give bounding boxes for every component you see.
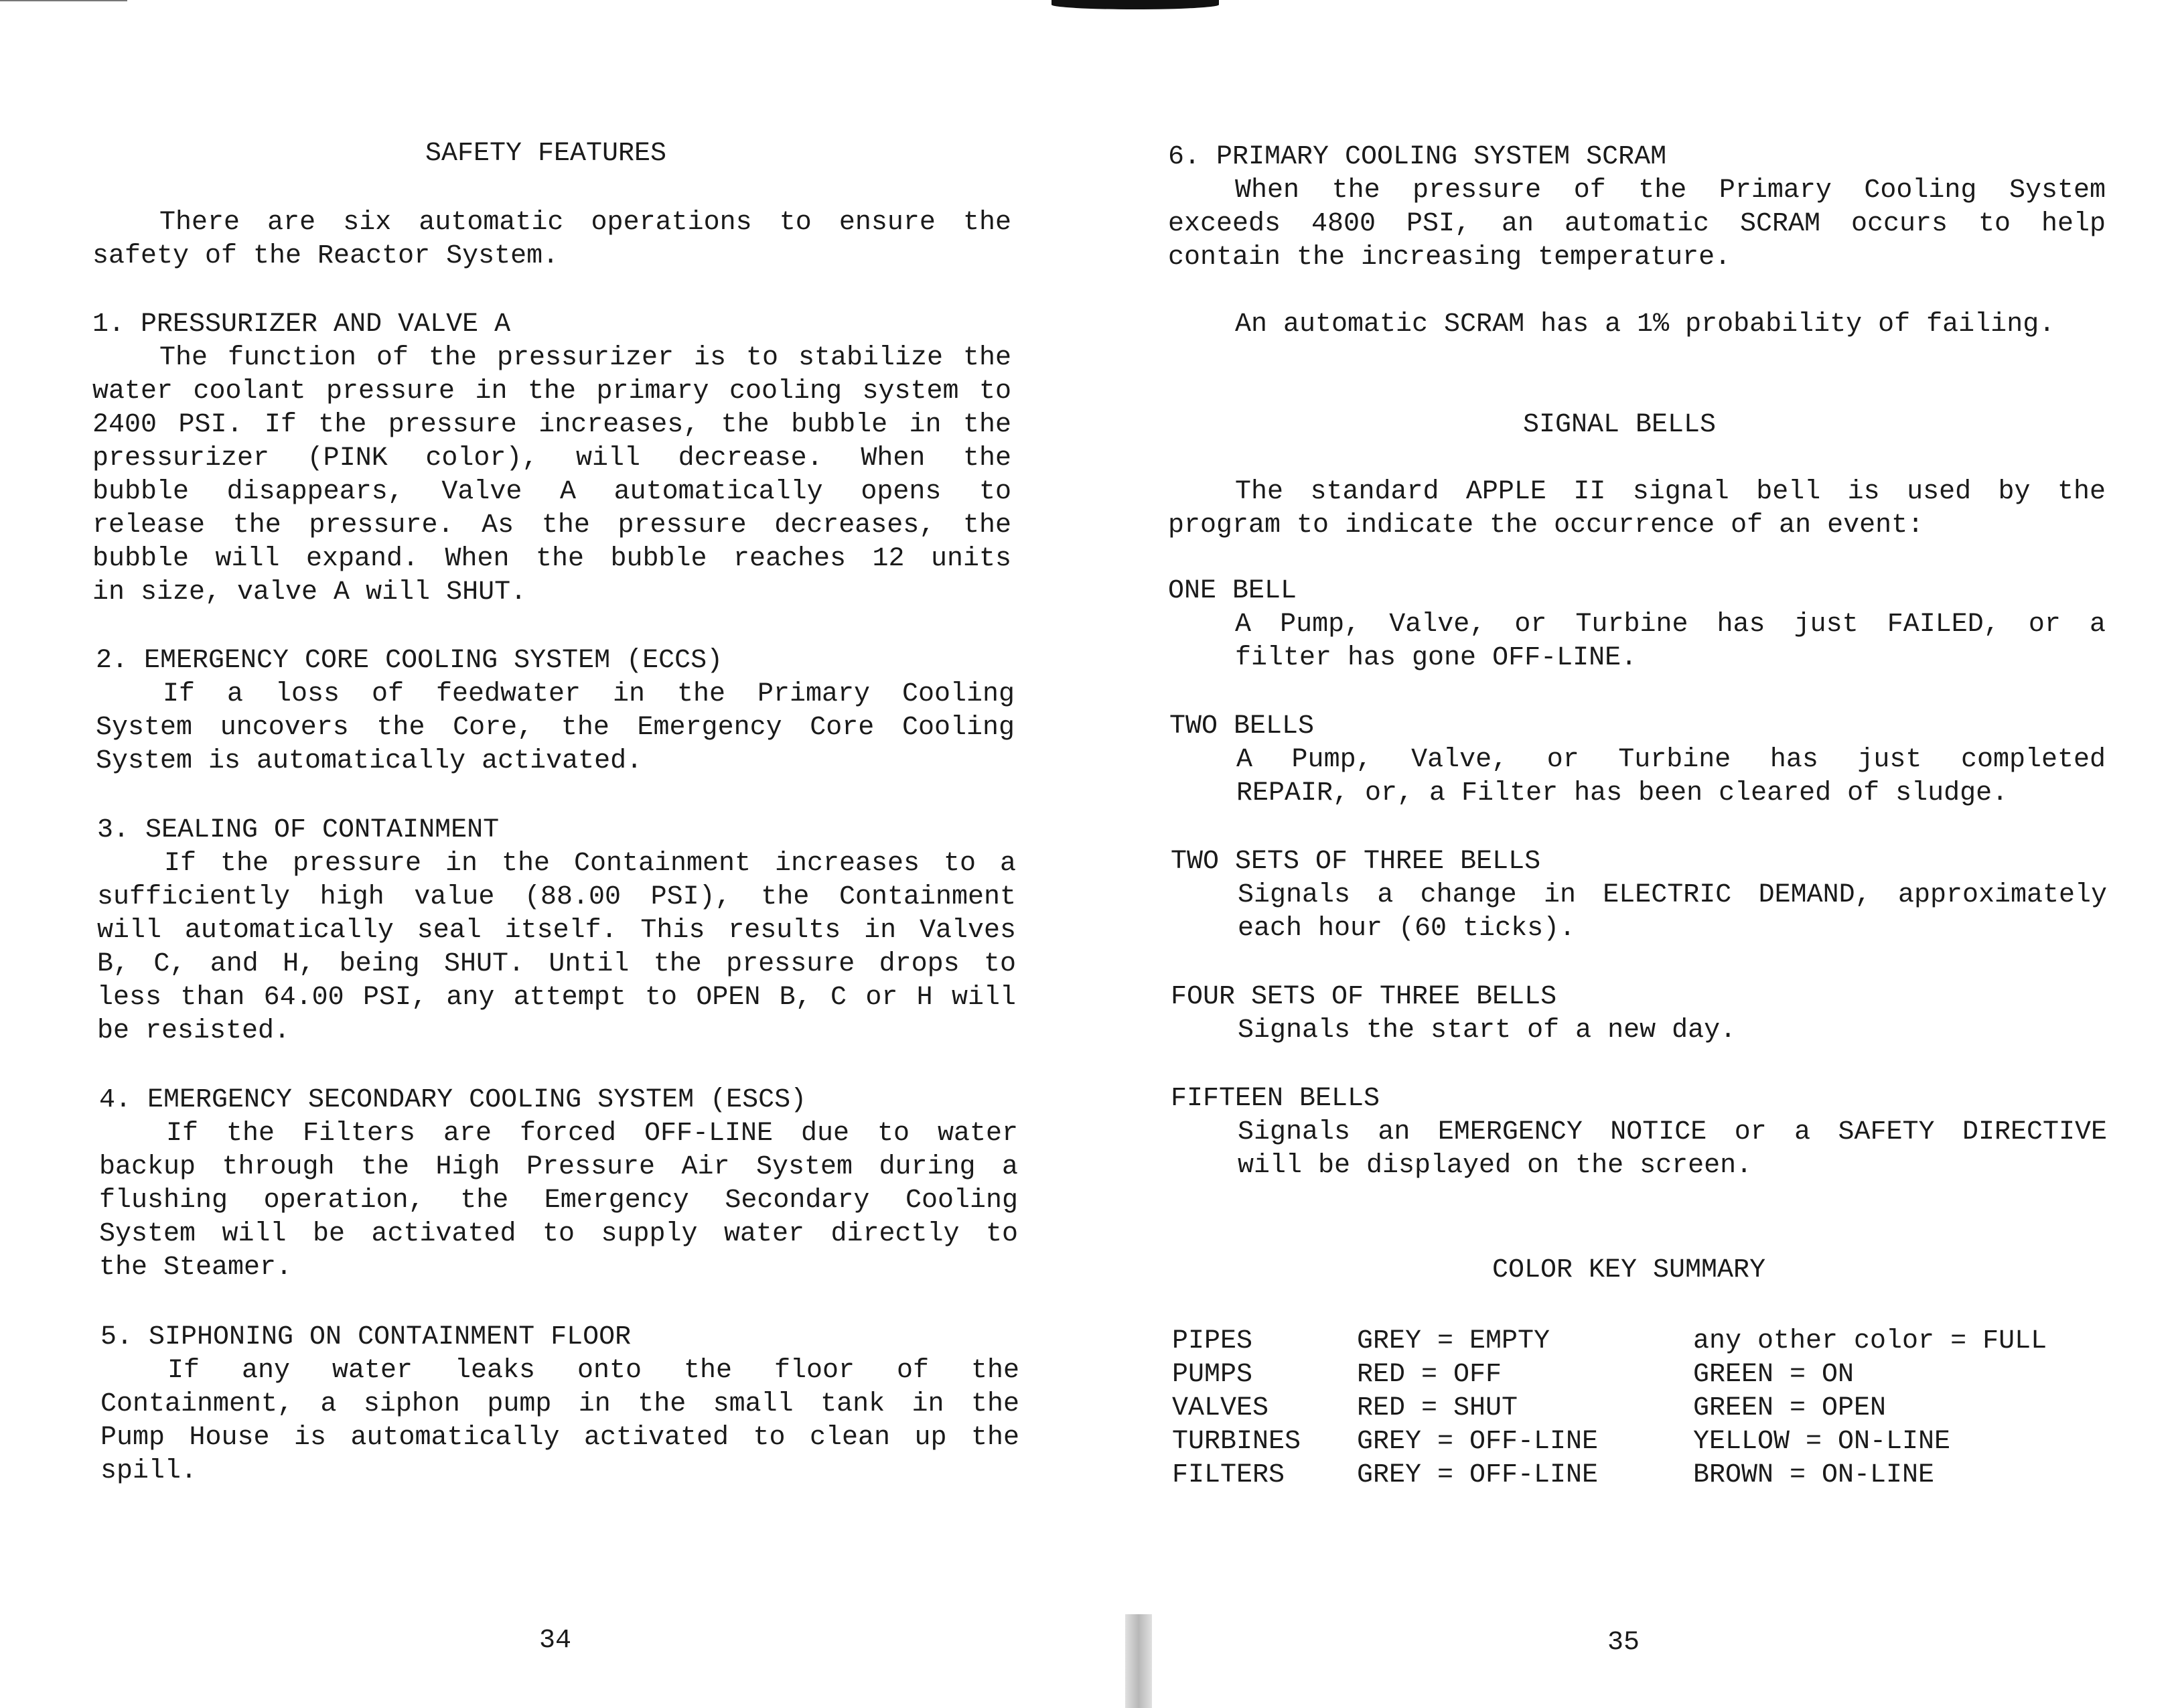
section-line: 2400 PSI. If the pressure increases, the bubble in the — [92, 410, 1011, 440]
section-line: bubble disappears, Valve A automatically opens to — [92, 477, 1011, 507]
page-number: 34 — [539, 1626, 572, 1656]
bells-intro-line: program to indicate the occurrence of an event: — [1168, 510, 1924, 541]
section-line: B, C, and H, being SHUT. Until the pressure drops to — [97, 949, 1016, 979]
section-heading: 4. EMERGENCY SECONDARY COOLING SYSTEM (ESCS) — [99, 1085, 807, 1115]
section-line: exceeds 4800 PSI, an automatic SCRAM occurs to help — [1168, 209, 2106, 239]
section-heading: 6. PRIMARY COOLING SYSTEM SCRAM — [1168, 142, 1667, 172]
section-heading: 5. SIPHONING ON CONTAINMENT FLOOR — [100, 1322, 632, 1352]
color-key-state: GREY = OFF-LINE — [1357, 1427, 1599, 1457]
section-line: pressurizer (PINK color), will decrease. When the — [92, 443, 1011, 474]
section-line: water coolant pressure in the primary cooling system to — [92, 376, 1011, 407]
page-title: SAFETY FEATURES — [425, 139, 667, 169]
section-line: flushing operation, the Emergency Secondary Cooling — [99, 1186, 1018, 1216]
section-line: will automatically seal itself. This results in Valves — [97, 916, 1016, 946]
color-key-state: BROWN = ON-LINE — [1693, 1460, 1935, 1490]
section-line: The function of the pressurizer is to stabilize the — [159, 343, 1011, 373]
bell-label: FOUR SETS OF THREE BELLS — [1171, 982, 1557, 1012]
section-line: If any water leaks onto the floor of the — [167, 1356, 1019, 1386]
section-line: bubble will expand. When the bubble reaches 12 units — [92, 544, 1011, 574]
bell-label: FIFTEEN BELLS — [1171, 1084, 1380, 1114]
section-heading: 3. SEALING OF CONTAINMENT — [97, 815, 500, 845]
color-key-state: GREEN = ON — [1693, 1360, 1855, 1390]
section-heading: 2. EMERGENCY CORE COOLING SYSTEM (ECCS) — [96, 646, 723, 676]
color-key-item: FILTERS — [1172, 1460, 1285, 1490]
color-key-state: any other color = FULL — [1693, 1326, 2047, 1356]
intro-line: There are six automatic operations to ensure the — [159, 208, 1011, 238]
section-line: If the pressure in the Containment increases to a — [164, 849, 1016, 879]
bell-line: A Pump, Valve, or Turbine has just FAILED, or a — [1235, 610, 2106, 640]
section-line: If the Filters are forced OFF-LINE due to water — [166, 1119, 1018, 1149]
bell-line: Signals an EMERGENCY NOTICE or a SAFETY DIRECTIVE — [1238, 1117, 2107, 1147]
section-line: release the pressure. As the pressure decreases, the — [92, 510, 1011, 541]
section-line: be resisted. — [97, 1016, 291, 1046]
bell-label: TWO BELLS — [1169, 711, 1315, 741]
color-key-state: GREY = OFF-LINE — [1357, 1460, 1599, 1490]
section-line: Pump House is automatically activated to clean up the — [100, 1423, 1019, 1453]
color-key-title: COLOR KEY SUMMARY — [1492, 1255, 1766, 1285]
bell-line: Signals the start of a new day. — [1238, 1015, 1737, 1046]
bell-line: filter has gone OFF-LINE. — [1235, 643, 1638, 673]
scram-note: An automatic SCRAM has a 1% probability of failing. — [1235, 309, 2055, 340]
page-number: 35 — [1607, 1628, 1640, 1658]
section-line: the Steamer. — [99, 1253, 293, 1283]
section-line: sufficiently high value (88.00 PSI), the Containment — [97, 882, 1016, 912]
bell-label: TWO SETS OF THREE BELLS — [1171, 847, 1541, 877]
section-line: spill. — [100, 1456, 198, 1486]
color-key-state: YELLOW = ON-LINE — [1693, 1427, 1951, 1457]
right-page — [1088, 0, 2176, 1708]
bell-line: A Pump, Valve, or Turbine has just completed — [1236, 745, 2106, 775]
section-line: less than 64.00 PSI, any attempt to OPEN B, C or H will — [97, 983, 1016, 1013]
bell-label: ONE BELL — [1168, 576, 1297, 606]
color-key-item: VALVES — [1172, 1393, 1269, 1423]
section-line: in size, valve A will SHUT. — [92, 577, 527, 608]
section-line: contain the increasing temperature. — [1168, 242, 1731, 273]
bells-intro-line: The standard APPLE II signal bell is used by the — [1235, 477, 2106, 507]
section-line: backup through the High Pressure Air System during a — [99, 1152, 1018, 1182]
section-line: If a loss of feedwater in the Primary Cooling — [163, 679, 1015, 709]
intro-line: safety of the Reactor System. — [92, 241, 559, 271]
section-line: When the pressure of the Primary Cooling System — [1235, 175, 2106, 206]
bell-line: will be displayed on the screen. — [1238, 1151, 1753, 1181]
color-key-state: GREEN = OPEN — [1693, 1393, 1887, 1423]
section-line: System is automatically activated. — [96, 746, 643, 776]
color-key-state: RED = OFF — [1357, 1360, 1502, 1390]
color-key-state: RED = SHUT — [1357, 1393, 1518, 1423]
bell-line: REPAIR, or, a Filter has been cleared of sludge. — [1236, 778, 2009, 808]
section-heading: 1. PRESSURIZER AND VALVE A — [92, 309, 511, 340]
bell-line: each hour (60 ticks). — [1238, 914, 1576, 944]
color-key-state: GREY = EMPTY — [1357, 1326, 1550, 1356]
color-key-item: TURBINES — [1172, 1427, 1301, 1457]
bell-line: Signals a change in ELECTRIC DEMAND, approximately — [1238, 880, 2107, 910]
color-key-item: PIPES — [1172, 1326, 1253, 1356]
section-line: System uncovers the Core, the Emergency Core Cooling — [96, 713, 1015, 743]
bells-title: SIGNAL BELLS — [1523, 410, 1717, 440]
section-line: Containment, a siphon pump in the small tank in the — [100, 1389, 1019, 1419]
section-line: System will be activated to supply water directly to — [99, 1219, 1018, 1249]
color-key-item: PUMPS — [1172, 1360, 1253, 1390]
